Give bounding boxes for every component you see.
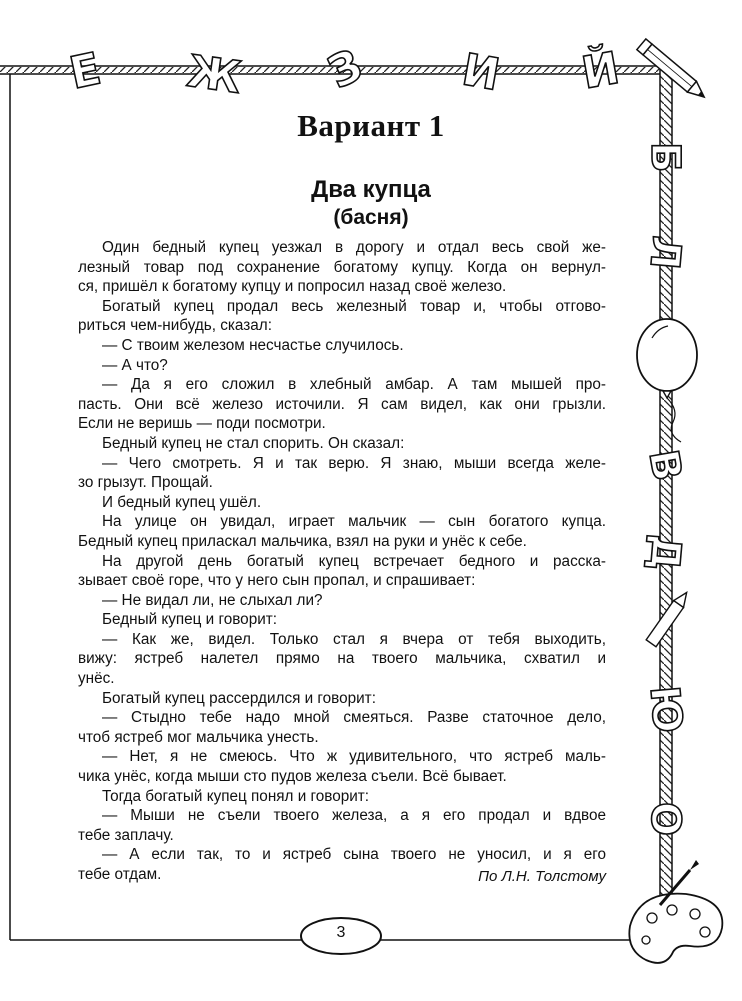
text-line: Если не веришь — поди посмотри. [78, 415, 326, 433]
border-letter-ie: Е [65, 43, 106, 100]
text-line: На улице он увидал, играет мальчик — сын богатого купца. [102, 513, 606, 531]
text-line: чика унёс, когда мыши сто пудов железа съели. Всё бывает. [78, 768, 507, 786]
border-letter-yu: Ю [640, 684, 691, 735]
text-line: — Стыдно тебе надо мной смеяться. Разве статочное дело, [102, 709, 606, 727]
page-number: 3 [336, 924, 346, 941]
text-line: — Чего смотреть. Я и так верю. Я знаю, мыши всегда желе- [102, 454, 606, 472]
text-line: Бедный купец и говорит: [102, 611, 278, 629]
text-line: вижу: ястреб налетел прямо на твоего мальчика, схватил и [78, 650, 606, 668]
border-letter-i-short: Й [578, 42, 624, 100]
text-line: зывает своё горе, что у него сын пропал, и спрашивает: [78, 572, 476, 590]
text-line: унёс. [78, 670, 115, 688]
text-line: лезный товар под сохранение богатому купцу. Когда он вернул- [78, 258, 606, 276]
story-text [78, 238, 606, 885]
border-letter-de: Д [640, 532, 690, 573]
text-line: И бедный купец ушёл. [102, 493, 262, 511]
text-line: чтоб ястреб мог мальчика унесть. [78, 728, 319, 746]
text-line: пасть. Они всё железо источили. Я сам видел, как они грызли. [78, 395, 606, 413]
text-line: Богатый купец рассердился и говорит: [102, 689, 376, 707]
text-line: — А что? [102, 356, 168, 374]
text-line: — Как же, видел. Только стал я вчера от тебя выходить, [102, 630, 606, 648]
text-line: ся, пришёл к богатому купцу и попросил назад своё железо. [78, 278, 507, 296]
text-line: риться чем-нибудь, сказал: [78, 317, 272, 335]
text-line: тебе заплачу. [78, 826, 174, 844]
text-line: Один бедный купец уезжал в дорогу и отдал весь свой же- [102, 239, 606, 256]
border-letter-be: Б [642, 142, 688, 173]
story-title: Два купца [311, 176, 431, 203]
text-line: — С твоим железом несчастье случилось. [102, 336, 404, 354]
text-line: зо грызут. Прощай. [78, 474, 213, 492]
border-letter-ve: В [639, 446, 691, 485]
border-letter-o: О [642, 802, 688, 837]
text-line: Богатый купец продал весь железный товар и, чтобы отгово- [102, 297, 606, 315]
text-line: — А если так, то и ястреб сына твоего не уносил, и я его [102, 846, 606, 864]
border-letter-zhe: Ж [184, 45, 245, 104]
border-letter-ze: З [320, 39, 371, 99]
text-line: Тогда богатый купец понял и говорит: [102, 787, 370, 805]
text-line: — Нет, я не смеюсь. Что ж удивительного, что ястреб маль- [102, 748, 606, 766]
text-line: тебе отдам. [78, 866, 162, 883]
text-line: — Да я его сложил в хлебный амбар. А там мышей про- [102, 376, 606, 394]
variant-title: Вариант 1 [297, 108, 445, 143]
text-line: — Мыши не съели твоего железа, а я его продал и вдвое [102, 807, 606, 825]
story-author: По Л.Н. Толстому [478, 868, 606, 885]
text-line: — Не видал ли, не слыхал ли? [102, 591, 323, 609]
border-letter-el: Л [640, 233, 690, 272]
palette-icon [629, 860, 722, 963]
story-subtitle: (басня) [333, 206, 409, 229]
border-letter-i: И [458, 44, 504, 102]
text-line: На другой день богатый купец встречает бедного и расска- [102, 552, 606, 570]
text-line: Бедный купец приласкал мальчика, взял на руки и унёс к себе. [78, 532, 527, 550]
text-line: Бедный купец не стал спорить. Он сказал: [102, 434, 405, 452]
